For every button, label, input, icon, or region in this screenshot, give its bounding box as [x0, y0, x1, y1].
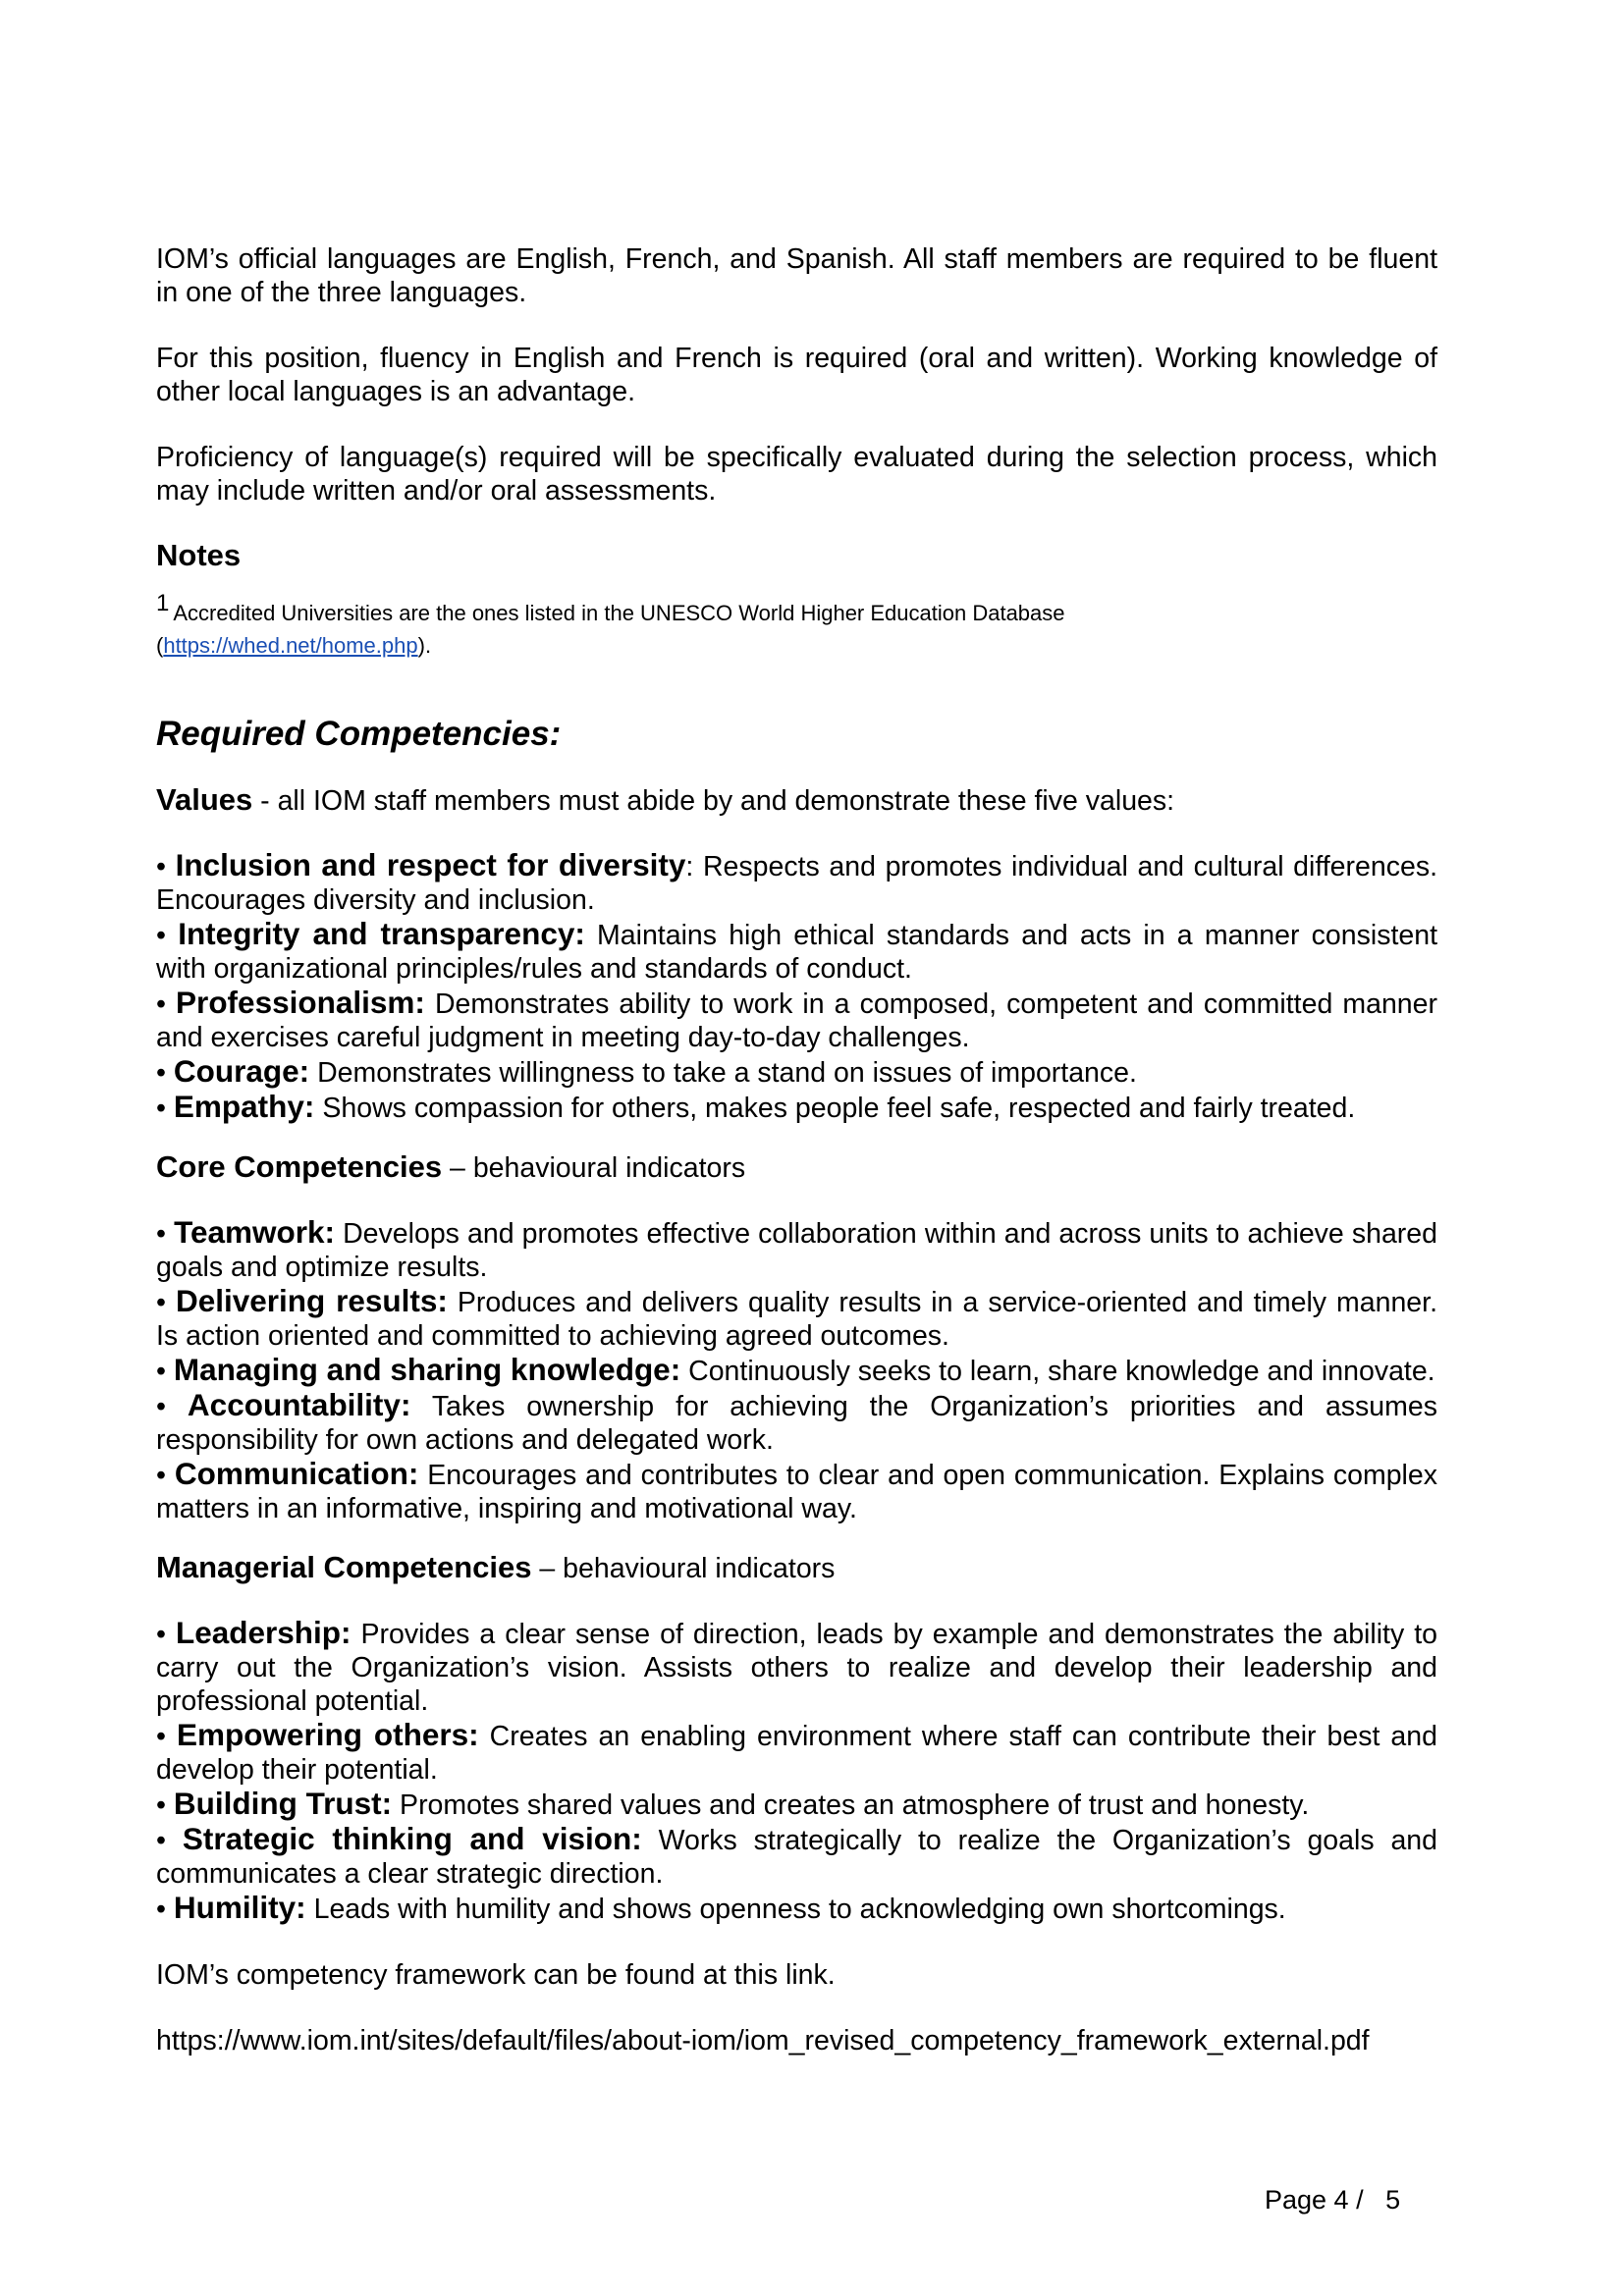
position-language-paragraph: For this position, fluency in English and French is required (oral and written). Working knowledge of other local languages is an advantage. [156, 343, 1437, 407]
list-item: • Leadership: Provides a clear sense of direction, leads by example and demonstrates the ability to carry out the Organization’s vision. Assists others to realize and develop their leadership and professional potential. [156, 1615, 1437, 1717]
list-item: • Humility: Leads with humility and shows openness to acknowledging own shortcomings. [156, 1890, 1286, 1925]
footnote-text: Accredited Universities are the ones listed in the UNESCO World Higher Education Database [173, 601, 1065, 625]
core-competencies-subheading [156, 1150, 1437, 1185]
core-term: Managing and sharing knowledge: [173, 1352, 681, 1387]
list-item: • Teamwork: Develops and promotes effective collaboration within and across units to achieve shared goals and optimize results. [156, 1214, 1437, 1283]
list-item: • Strategic thinking and vision: Works strategically to realize the Organization’s goals and communicates a clear strategic direction. [156, 1821, 1437, 1890]
value-term: Inclusion and respect for diversity [175, 847, 686, 882]
list-item: • Managing and sharing knowledge: Continuously seeks to learn, share knowledge and innovate. [156, 1352, 1435, 1387]
framework-paragraph: IOM’s competency framework can be found at this link. [156, 1959, 836, 1991]
document-page [156, 242, 1437, 2057]
footnote [156, 590, 1437, 662]
languages-paragraph: IOM’s official languages are English, French, and Spanish. All staff members are required to be fluent in one of the three languages. [156, 243, 1437, 308]
managerial-competencies-list [156, 1616, 1437, 1926]
managerial-term: Humility: [173, 1890, 306, 1925]
value-sep: : [685, 851, 694, 882]
value-desc: Respects and promotes individual and cultural differences. Encourages diversity and inclusion. [156, 851, 1437, 916]
managerial-desc: Leads with humility and shows openness to acknowledging own shortcomings. [305, 1894, 1286, 1925]
managerial-term: Leadership: [175, 1615, 352, 1650]
managerial-competencies-subheading [156, 1551, 1437, 1585]
footnote-open-paren: ( [156, 633, 164, 658]
managerial-term: Empowering others: [177, 1717, 479, 1752]
list-item: • Inclusion and respect for diversity: Respects and promotes individual and cultural differences. Encourages diversity and inclusion. [156, 847, 1437, 916]
managerial-competencies-description: – behavioural indicators [531, 1553, 836, 1584]
core-desc: Develops and promotes effective collaboration within and across units to achieve shared goals and optimize results. [156, 1218, 1437, 1283]
managerial-desc: Creates an enabling environment where staff can contribute their best and develop their potential. [156, 1721, 1437, 1786]
list-item: • Integrity and transparency: Maintains high ethical standards and acts in a manner consistent with organizational principles/rules and standards of conduct. [156, 916, 1437, 985]
notes-heading: Notes [156, 538, 242, 572]
list-item: • Communication: Encourages and contributes to clear and open communication. Explains complex matters in an informative, inspiring and motivational way. [156, 1456, 1437, 1524]
required-competencies-heading: Required Competencies: [156, 715, 562, 753]
list-item: • Courage: Demonstrates willingness to take a stand on issues of importance. [156, 1053, 1137, 1089]
core-desc: Encourages and contributes to clear and open communication. Explains complex matters in an informative, inspiring and motivational way. [156, 1460, 1437, 1524]
list-item: • Accountability: Takes ownership for achieving the Organization’s priorities and assumes responsibility for own actions and delegated work. [156, 1387, 1437, 1456]
core-term: Communication: [174, 1456, 419, 1491]
core-competencies-description: – behavioural indicators [442, 1152, 746, 1184]
values-description: - all IOM staff members must abide by and demonstrate these five values: [252, 785, 1175, 817]
list-item: • Empathy: Shows compassion for others, makes people feel safe, respected and fairly treated. [156, 1089, 1356, 1124]
value-desc: Demonstrates willingness to take a stand on issues of importance. [309, 1057, 1137, 1089]
core-desc: Produces and delivers quality results in a service-oriented and timely manner. Is action oriented and committed to achieving agreed outcomes. [156, 1287, 1437, 1352]
list-item: • Professionalism: Demonstrates ability to work in a composed, competent and committed manner and exercises careful judgment in meeting day-to-day challenges. [156, 985, 1437, 1053]
managerial-desc: Works strategically to realize the Organization’s goals and communicates a clear strategic direction. [156, 1825, 1437, 1890]
footnote-marker: 1 [156, 590, 170, 616]
footnote-close: ). [417, 633, 432, 658]
managerial-desc: Promotes shared values and creates an atmosphere of trust and honesty. [392, 1789, 1310, 1821]
framework-url[interactable]: https://www.iom.int/sites/default/files/about-iom/iom_revised_competency_framework_external.pdf [156, 2025, 1370, 2056]
core-term: Delivering results: [175, 1283, 448, 1318]
managerial-competencies-title: Managerial Competencies [156, 1550, 532, 1584]
list-item: • Empowering others: Creates an enabling environment where staff can contribute their best and develop their potential. [156, 1717, 1437, 1786]
values-subheading [156, 783, 1437, 818]
core-term: Accountability: [187, 1387, 411, 1422]
managerial-term: Strategic thinking and vision: [182, 1821, 642, 1856]
managerial-term: Building Trust: [173, 1786, 393, 1821]
managerial-desc: Provides a clear sense of direction, leads by example and demonstrates the ability to carry out the Organization’s vision. Assists others to realize and develop their leadership and professional potential. [156, 1619, 1437, 1717]
value-desc: Shows compassion for others, makes people feel safe, respected and fairly treated. [314, 1093, 1356, 1124]
list-item: • Delivering results: Produces and delivers quality results in a service-oriented and timely manner. Is action oriented and committed to achieving agreed outcomes. [156, 1283, 1437, 1352]
proficiency-paragraph: Proficiency of language(s) required will be specifically evaluated during the selection process, which may include written and/or oral assessments. [156, 442, 1437, 507]
core-desc: Continuously seeks to learn, share knowledge and innovate. [680, 1356, 1435, 1387]
core-desc: Takes ownership for achieving the Organization’s priorities and assumes responsibility for own actions and delegated work. [156, 1391, 1437, 1456]
values-title: Values [156, 782, 253, 817]
value-term: Empathy: [173, 1089, 315, 1124]
core-term: Teamwork: [174, 1214, 336, 1250]
page-number: Page 4 / 5 [1265, 2185, 1401, 2215]
whed-link[interactable]: https://whed.net/home.php [163, 633, 418, 658]
value-desc: Maintains high ethical standards and acts in a manner consistent with organizational principles/rules and standards of conduct. [156, 920, 1437, 985]
values-list [156, 848, 1437, 1125]
core-competencies-list [156, 1215, 1437, 1525]
value-term: Integrity and transparency: [178, 916, 585, 951]
value-term: Courage: [173, 1053, 310, 1089]
core-competencies-title: Core Competencies [156, 1149, 443, 1184]
list-item: • Building Trust: Promotes shared values and creates an atmosphere of trust and honesty. [156, 1786, 1310, 1821]
value-term: Professionalism: [176, 985, 425, 1020]
value-desc: Demonstrates ability to work in a composed, competent and committed manner and exercises careful judgment in meeting day-to-day challenges. [156, 988, 1437, 1053]
